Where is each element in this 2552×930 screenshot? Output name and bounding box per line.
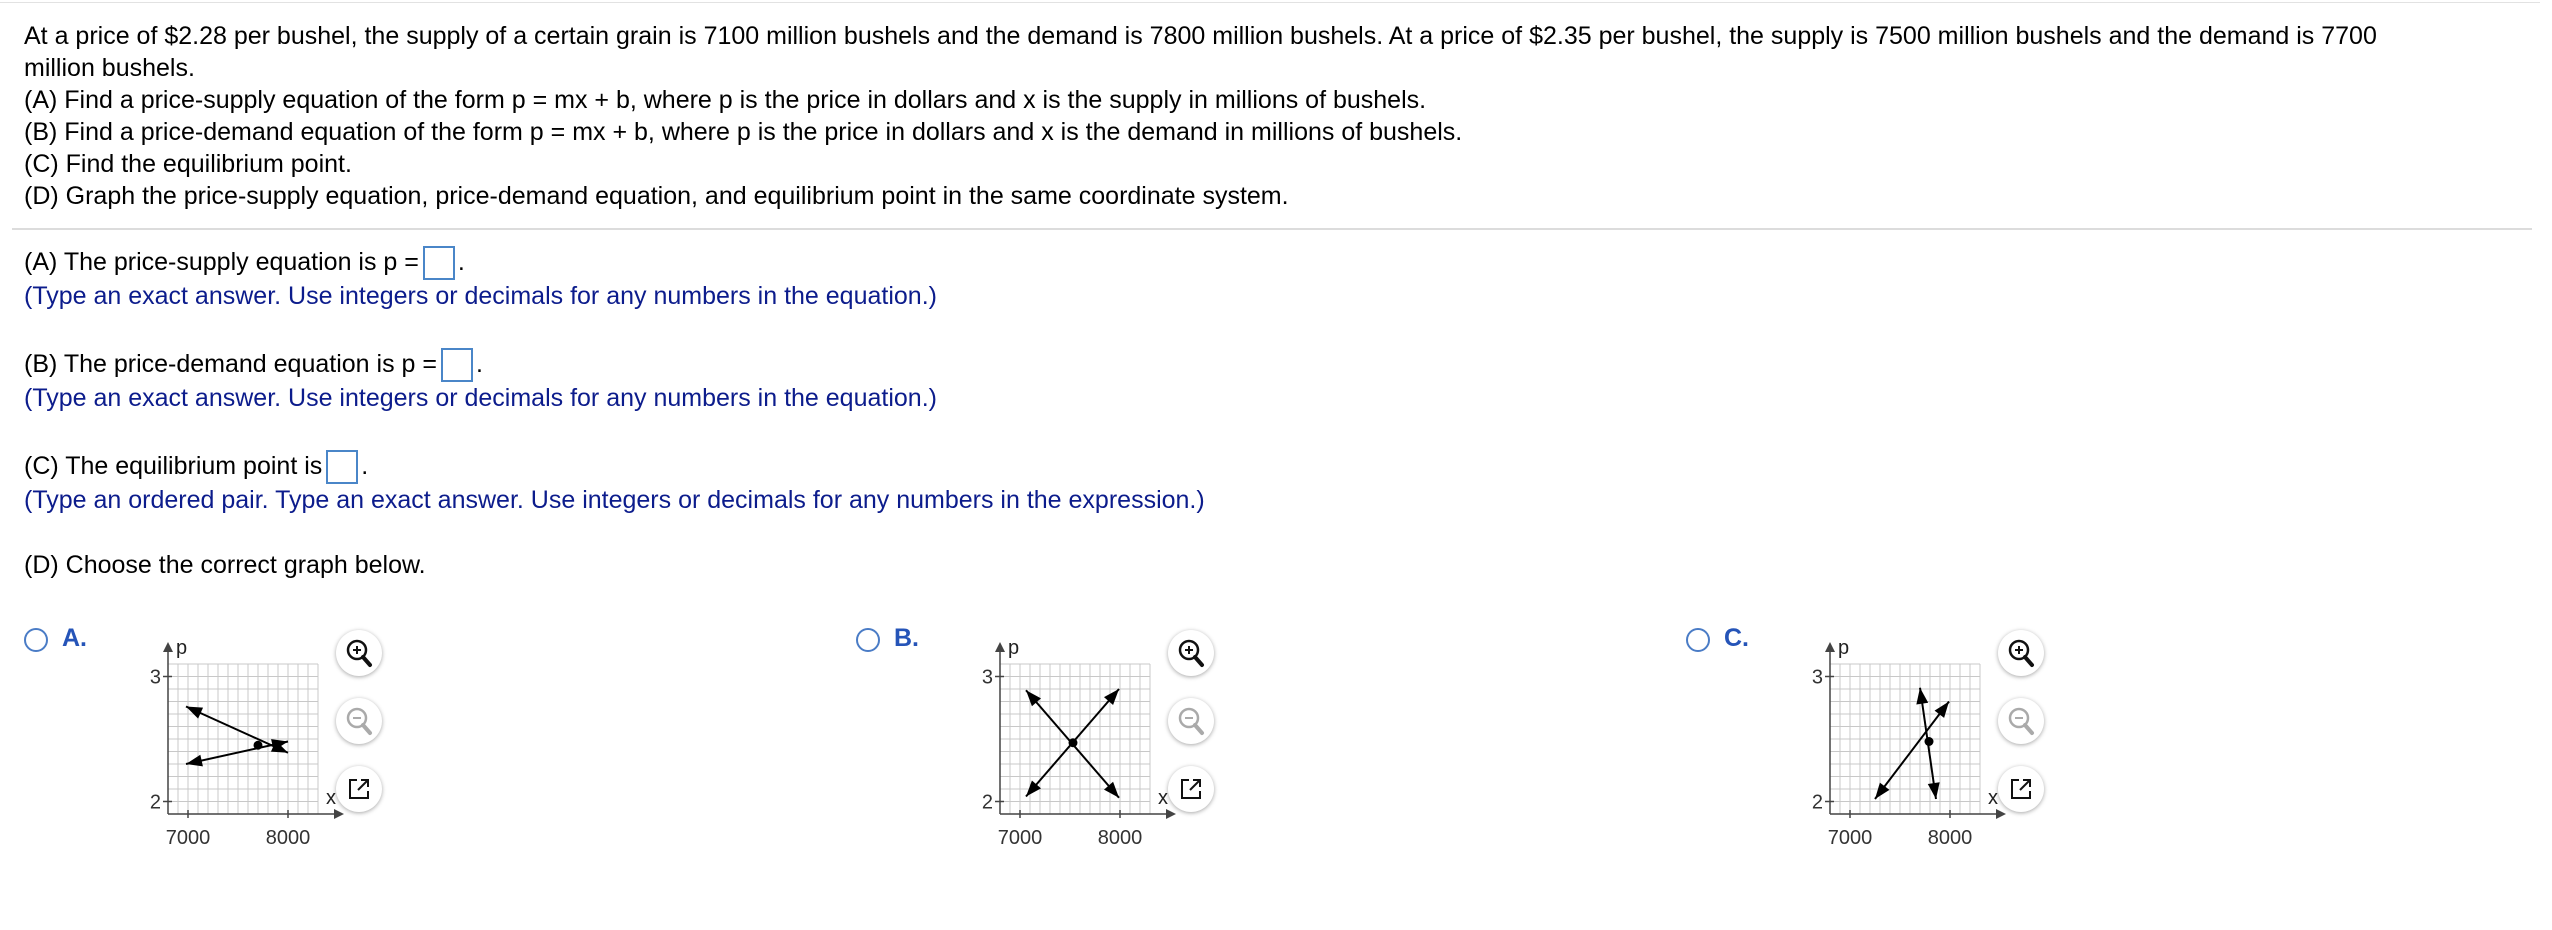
option-c-zoom-in-button[interactable] (1998, 630, 2044, 676)
question-part-c: (C) Find the equilibrium point. (24, 150, 352, 178)
zoom-in-icon (1168, 630, 1214, 676)
option-b-radio[interactable] (856, 628, 880, 652)
x-tick-label: 7000 (165, 827, 211, 844)
option-c-radio[interactable] (1686, 628, 1710, 652)
question-intro-line2: million bushels. (24, 54, 195, 82)
y-tick-label: 2 (1811, 791, 1823, 814)
question-part-a: (A) Find a price-supply equation of the form p = mx + b, where p is the price in dollars and x is the supply in millions of bushels. (24, 86, 1427, 114)
option-b-open-button[interactable] (1168, 766, 1214, 812)
x-tick-label: 7000 (997, 827, 1043, 844)
section-divider (12, 228, 2532, 230)
answer-a-input[interactable] (423, 246, 455, 280)
y-axis-arrow (995, 642, 1005, 652)
top-border (0, 2, 2540, 3)
open-new-window-icon (1168, 766, 1214, 812)
answer-a-prompt: (A) The price-supply equation is p = (24, 248, 419, 276)
option-c-label: C. (1724, 624, 1749, 652)
answer-c-input[interactable] (326, 450, 358, 484)
equilibrium-point (1925, 737, 1934, 746)
answer-d-block (24, 549, 426, 581)
open-new-window-icon (336, 766, 382, 812)
answer-c-hint: (Type an ordered pair. Type an exact answer. Use integers or decimals for any numbers in the expression.) (24, 486, 1205, 515)
answer-b-block (24, 348, 937, 414)
answer-d-prompt: (D) Choose the correct graph below. (24, 551, 426, 579)
option-a-graph (112, 624, 352, 844)
y-axis-label: p (1008, 637, 1020, 659)
answer-c-row (24, 450, 1205, 484)
y-tick-label: 3 (149, 666, 161, 689)
y-axis-label: p (176, 637, 188, 659)
answer-b-hint: (Type an exact answer. Use integers or decimals for any numbers in the equation.) (24, 384, 937, 413)
x-tick-label: 8000 (1097, 827, 1143, 844)
answer-c-block (24, 450, 1205, 516)
option-c-zoom-out-button[interactable] (1998, 698, 2044, 744)
zoom-in-icon (336, 630, 382, 676)
option-a-open-button[interactable] (336, 766, 382, 812)
zoom-out-icon (336, 698, 382, 744)
series-arrowhead (186, 707, 203, 719)
graph-option-b (856, 622, 1276, 852)
option-a-zoom-out-button[interactable] (336, 698, 382, 744)
answer-b-period: . (475, 350, 483, 378)
option-b-zoom-in-button[interactable] (1168, 630, 1214, 676)
equilibrium-point (1069, 738, 1078, 747)
graph-option-a (24, 622, 444, 852)
question-part-b: (B) Find a price-demand equation of the form p = mx + b, where p is the price in dollars and x is the demand in millions of bushels. (24, 118, 1463, 146)
option-a-label: A. (62, 624, 87, 652)
y-tick-label: 2 (981, 791, 993, 814)
x-axis-label: x (1988, 787, 1998, 809)
answer-b-row (24, 348, 937, 382)
answer-a-block (24, 246, 937, 312)
option-a-radio[interactable] (24, 628, 48, 652)
y-tick-label: 3 (1811, 666, 1823, 689)
x-axis-label: x (1158, 787, 1168, 809)
question-text (24, 20, 2524, 212)
option-b-zoom-out-button[interactable] (1168, 698, 1214, 744)
series-arrowhead (1935, 702, 1949, 718)
series-arrowhead (186, 755, 203, 767)
answer-c-period: . (361, 452, 369, 480)
question-part-d: (D) Graph the price-supply equation, price-demand equation, and equilibrium point in the same coordinate system. (24, 182, 1289, 210)
y-tick-label: 3 (981, 666, 993, 689)
equilibrium-point (254, 741, 263, 750)
answer-b-prompt: (B) The price-demand equation is p = (24, 350, 437, 378)
series-arrowhead (1916, 688, 1928, 705)
answer-a-hint: (Type an exact answer. Use integers or decimals for any numbers in the equation.) (24, 282, 937, 311)
option-b-graph (944, 624, 1184, 844)
y-axis-arrow (163, 642, 173, 652)
zoom-out-icon (1998, 698, 2044, 744)
x-tick-label: 8000 (265, 827, 311, 844)
answer-a-row (24, 246, 937, 280)
zoom-out-icon (1168, 698, 1214, 744)
option-b-label: B. (894, 624, 919, 652)
answer-b-input[interactable] (441, 348, 473, 382)
open-new-window-icon (1998, 766, 2044, 812)
option-c-open-button[interactable] (1998, 766, 2044, 812)
y-axis-label: p (1838, 637, 1850, 659)
zoom-in-icon (1998, 630, 2044, 676)
answer-c-prompt: (C) The equilibrium point is (24, 452, 323, 480)
x-tick-label: 7000 (1827, 827, 1873, 844)
y-axis-arrow (1825, 642, 1835, 652)
x-axis-label: x (326, 787, 336, 809)
x-tick-label: 8000 (1927, 827, 1973, 844)
answer-a-period: . (457, 248, 465, 276)
option-a-zoom-in-button[interactable] (336, 630, 382, 676)
graph-option-c (1686, 622, 2106, 852)
question-intro-line1: At a price of $2.28 per bushel, the supply of a certain grain is 7100 million bushels and the demand is 7800 million bushels. At a price of $2.35 per bushel, the supply is 7500 million bushels and the demand is 7700 (24, 22, 2377, 50)
y-tick-label: 2 (149, 791, 161, 814)
option-c-graph (1774, 624, 2014, 844)
series-arrowhead (1875, 783, 1889, 799)
